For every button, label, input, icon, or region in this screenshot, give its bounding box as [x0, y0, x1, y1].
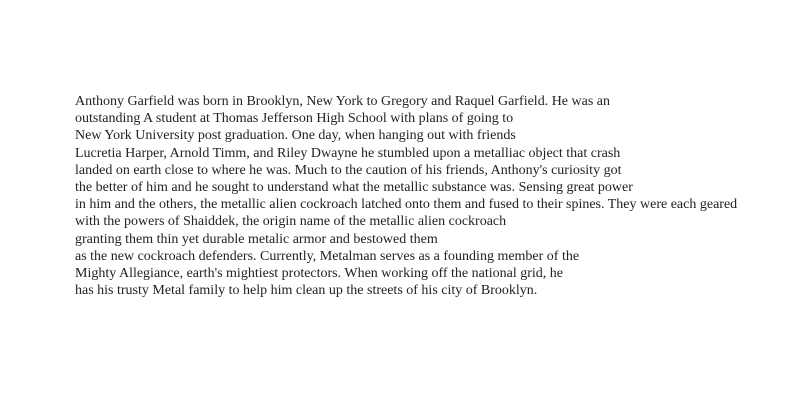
text-line: Mighty Allegiance, earth's mightiest protectors. When working off the national grid, he — [75, 266, 564, 282]
text-line: with the powers of Shaiddek, the origin name of the metallic alien cockroach — [75, 214, 507, 230]
biography-text — [75, 93, 737, 299]
text-line: outstanding A student at Thomas Jefferson High School with plans of going to — [75, 111, 514, 127]
text-line: landed on earth close to where he was. Much to the caution of his friends, Anthony's curiosity got — [75, 162, 622, 178]
text-line: as the new cockroach defenders. Currently, Metalman serves as a founding member of the — [75, 248, 580, 264]
text-line: granting them thin yet durable metalic armor and bestowed them — [75, 231, 438, 247]
text-line: Anthony Garfield was born in Brooklyn, New York to Gregory and Raquel Garfield. He was an — [75, 94, 611, 109]
text-line: New York University post graduation. One day, when hanging out with friends — [75, 128, 516, 144]
text-line: Lucretia Harper, Arnold Timm, and Riley Dwayne he stumbled upon a metalliac object that crash — [75, 145, 621, 161]
text-line: has his trusty Metal family to help him clean up the streets of his city of Brooklyn. — [75, 283, 538, 299]
text-line: in him and the others, the metallic alien cockroach latched onto them and fused to their spines. They were each geared — [75, 197, 738, 213]
text-line: the better of him and he sought to understand what the metallic substance was. Sensing great power — [75, 180, 633, 196]
